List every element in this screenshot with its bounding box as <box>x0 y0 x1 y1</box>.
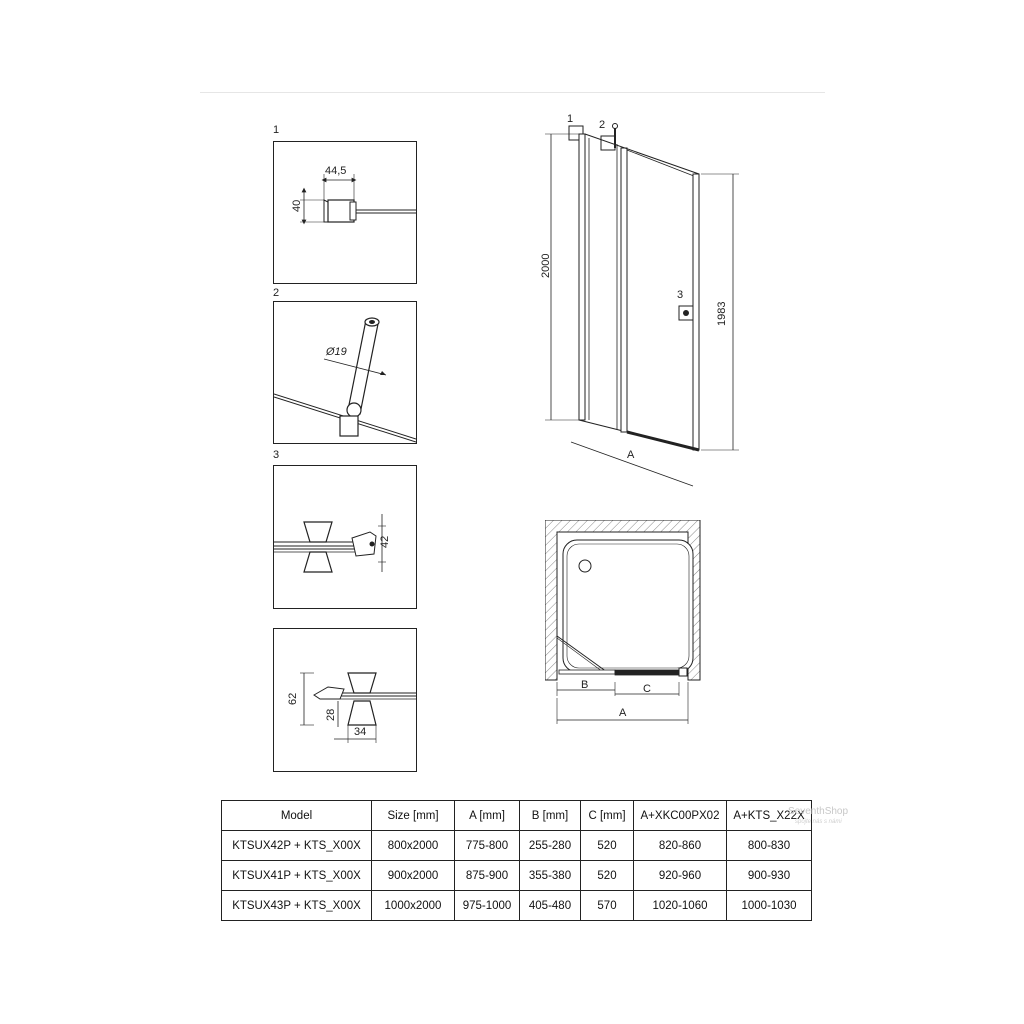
cell-b: 355-380 <box>520 861 581 891</box>
col-header-c: C [mm] <box>581 801 634 831</box>
elevation-height-door: 1983 <box>716 301 728 326</box>
detail-4-inner-label: 28 <box>325 708 337 721</box>
detail-3-height-label: 42 <box>379 535 391 548</box>
plan-c-label: C <box>643 683 651 695</box>
plan-a-label: A <box>619 707 627 719</box>
cell-b: 405-480 <box>520 891 581 921</box>
cell-xkc: 920-960 <box>634 861 727 891</box>
col-header-a: A [mm] <box>455 801 520 831</box>
callout-3: 3 <box>677 289 684 301</box>
cell-xkc: 820-860 <box>634 831 727 861</box>
detail-4-panel <box>273 628 417 772</box>
detail-2-diameter-label: Ø19 <box>326 346 347 358</box>
cell-a: 775-800 <box>455 831 520 861</box>
elevation-drawing <box>535 108 755 498</box>
plan-b-label: B <box>581 679 589 691</box>
cell-kts: 800-830 <box>727 831 812 861</box>
detail-4-drawing <box>274 629 416 771</box>
cell-a: 875-900 <box>455 861 520 891</box>
cell-c: 520 <box>581 861 634 891</box>
cell-b: 255-280 <box>520 831 581 861</box>
cell-size: 1000x2000 <box>372 891 455 921</box>
cell-a: 975-1000 <box>455 891 520 921</box>
detail-1-number: 1 <box>273 124 280 136</box>
table-row <box>222 861 812 891</box>
cell-size: 900x2000 <box>372 861 455 891</box>
col-header-size: Size [mm] <box>372 801 455 831</box>
plan-view-drawing <box>545 520 710 725</box>
detail-3-number: 3 <box>273 449 280 461</box>
detail-3-panel <box>273 465 417 609</box>
detail-2-panel <box>273 301 417 444</box>
cell-model: KTSUX43P + KTS_X00X <box>222 891 372 921</box>
col-header-model: Model <box>222 801 372 831</box>
cell-kts: 900-930 <box>727 861 812 891</box>
elevation-height-total: 2000 <box>540 253 552 278</box>
detail-1-width-label: 44,5 <box>325 165 347 177</box>
col-header-kts: A+KTS_X22X <box>727 801 812 831</box>
spec-table <box>221 800 812 921</box>
detail-1-height-label: 40 <box>291 199 303 212</box>
callout-2: 2 <box>599 119 606 131</box>
watermark-tagline: spojte nás s námi <box>795 819 842 825</box>
detail-1-panel <box>273 141 417 284</box>
detail-4-total-label: 62 <box>287 692 299 705</box>
cell-model: KTSUX42P + KTS_X00X <box>222 831 372 861</box>
detail-4-width-label: 34 <box>354 726 367 738</box>
table-header-row <box>222 801 812 831</box>
elevation-width-label: A <box>627 449 635 461</box>
table-row <box>222 831 812 861</box>
detail-3-drawing <box>274 466 416 608</box>
cell-size: 800x2000 <box>372 831 455 861</box>
cell-model: KTSUX41P + KTS_X00X <box>222 861 372 891</box>
detail-1-drawing <box>274 142 416 283</box>
col-header-b: B [mm] <box>520 801 581 831</box>
cell-c: 570 <box>581 891 634 921</box>
watermark-brand: SeventhShop <box>788 806 849 817</box>
callout-1: 1 <box>567 113 574 125</box>
detail-2-number: 2 <box>273 287 280 299</box>
top-divider <box>200 92 825 93</box>
detail-2-drawing <box>274 302 416 443</box>
cell-kts: 1000-1030 <box>727 891 812 921</box>
col-header-xkc: A+XKC00PX02 <box>634 801 727 831</box>
cell-xkc: 1020-1060 <box>634 891 727 921</box>
cell-c: 520 <box>581 831 634 861</box>
table-row <box>222 891 812 921</box>
